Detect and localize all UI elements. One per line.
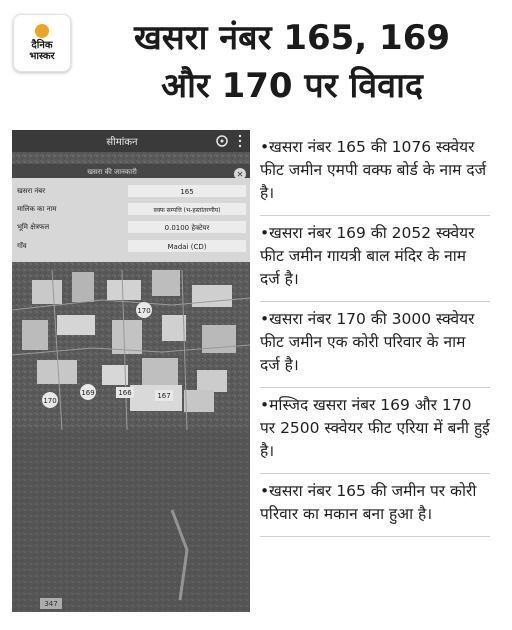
plot-label — [42, 392, 58, 408]
svg-text:166: 166 — [118, 389, 132, 397]
svg-text:167: 167 — [157, 392, 171, 400]
svg-text:170: 170 — [137, 307, 151, 315]
headline-line1: खसरा नंबर 165, 169 — [133, 18, 451, 58]
row-label: मालिक का नाम — [17, 205, 57, 213]
svg-text:✕: ✕ — [236, 170, 244, 179]
row-label: गाँव — [17, 242, 27, 250]
list-item — [260, 474, 490, 537]
list-item — [260, 216, 490, 302]
row-label: खसरा नंबर — [17, 187, 46, 195]
list-item — [260, 388, 490, 474]
svg-text:170: 170 — [43, 397, 57, 405]
app-title: सीमांकन — [106, 137, 138, 148]
map-screenshot-photo — [12, 130, 250, 612]
dainik-bhaskar-logo — [13, 14, 71, 72]
row-label: भूमि क्षेत्रफल — [17, 223, 50, 231]
page-headline — [82, 14, 502, 110]
sun-icon — [35, 24, 49, 38]
fact-text: • खसरा नंबर 165 की जमीन पर कोरी परिवार का मकान बना हुआ है। — [260, 480, 490, 526]
plot-label — [116, 387, 134, 398]
open-land-area — [12, 430, 250, 612]
logo-text-line1: दैनिक — [31, 40, 53, 51]
row-value: 0.0100 हेक्टेयर — [164, 224, 210, 232]
row-value: Madai (CD) — [167, 243, 207, 251]
row-value: वक्फ सम्पत्ति (भ-हस्तांतरणीय) — [153, 207, 221, 214]
info-card-subtitle: खसरा की जानकारी — [87, 168, 137, 176]
facts-list — [260, 130, 490, 537]
fact-text: • खसरा नंबर 169 की 2052 स्क्वेयर फीट जमीन गायत्री बाल मंदिर के नाम दर्ज है। — [260, 222, 490, 291]
plot-label — [155, 390, 173, 401]
plot-label — [80, 384, 96, 400]
svg-text:347: 347 — [44, 600, 58, 608]
location-icon-dot — [221, 140, 224, 143]
headline-line2: और 170 पर विवाद — [161, 66, 423, 106]
menu-dots-icon — [239, 135, 241, 137]
list-item — [260, 302, 490, 388]
svg-text:169: 169 — [81, 389, 95, 397]
fact-text: • खसरा नंबर 165 की 1076 स्क्वेयर फीट जमीन एमपी वक्फ बोर्ड के नाम दर्ज है। — [260, 136, 490, 205]
plot-label — [136, 302, 152, 318]
map-photo-svg — [12, 130, 250, 612]
fact-text: • मस्जिद खसरा नंबर 169 और 170 पर 2500 स्क्वेयर फीट एरिया में बनी हुई है। — [260, 394, 490, 463]
list-item — [260, 130, 490, 216]
row-value: 165 — [180, 188, 194, 196]
fact-text: • खसरा नंबर 170 की 3000 स्क्वेयर फीट जमीन एक कोरी परिवार के नाम दर्ज है। — [260, 308, 490, 377]
logo-text-line2: भास्कर — [29, 51, 55, 62]
